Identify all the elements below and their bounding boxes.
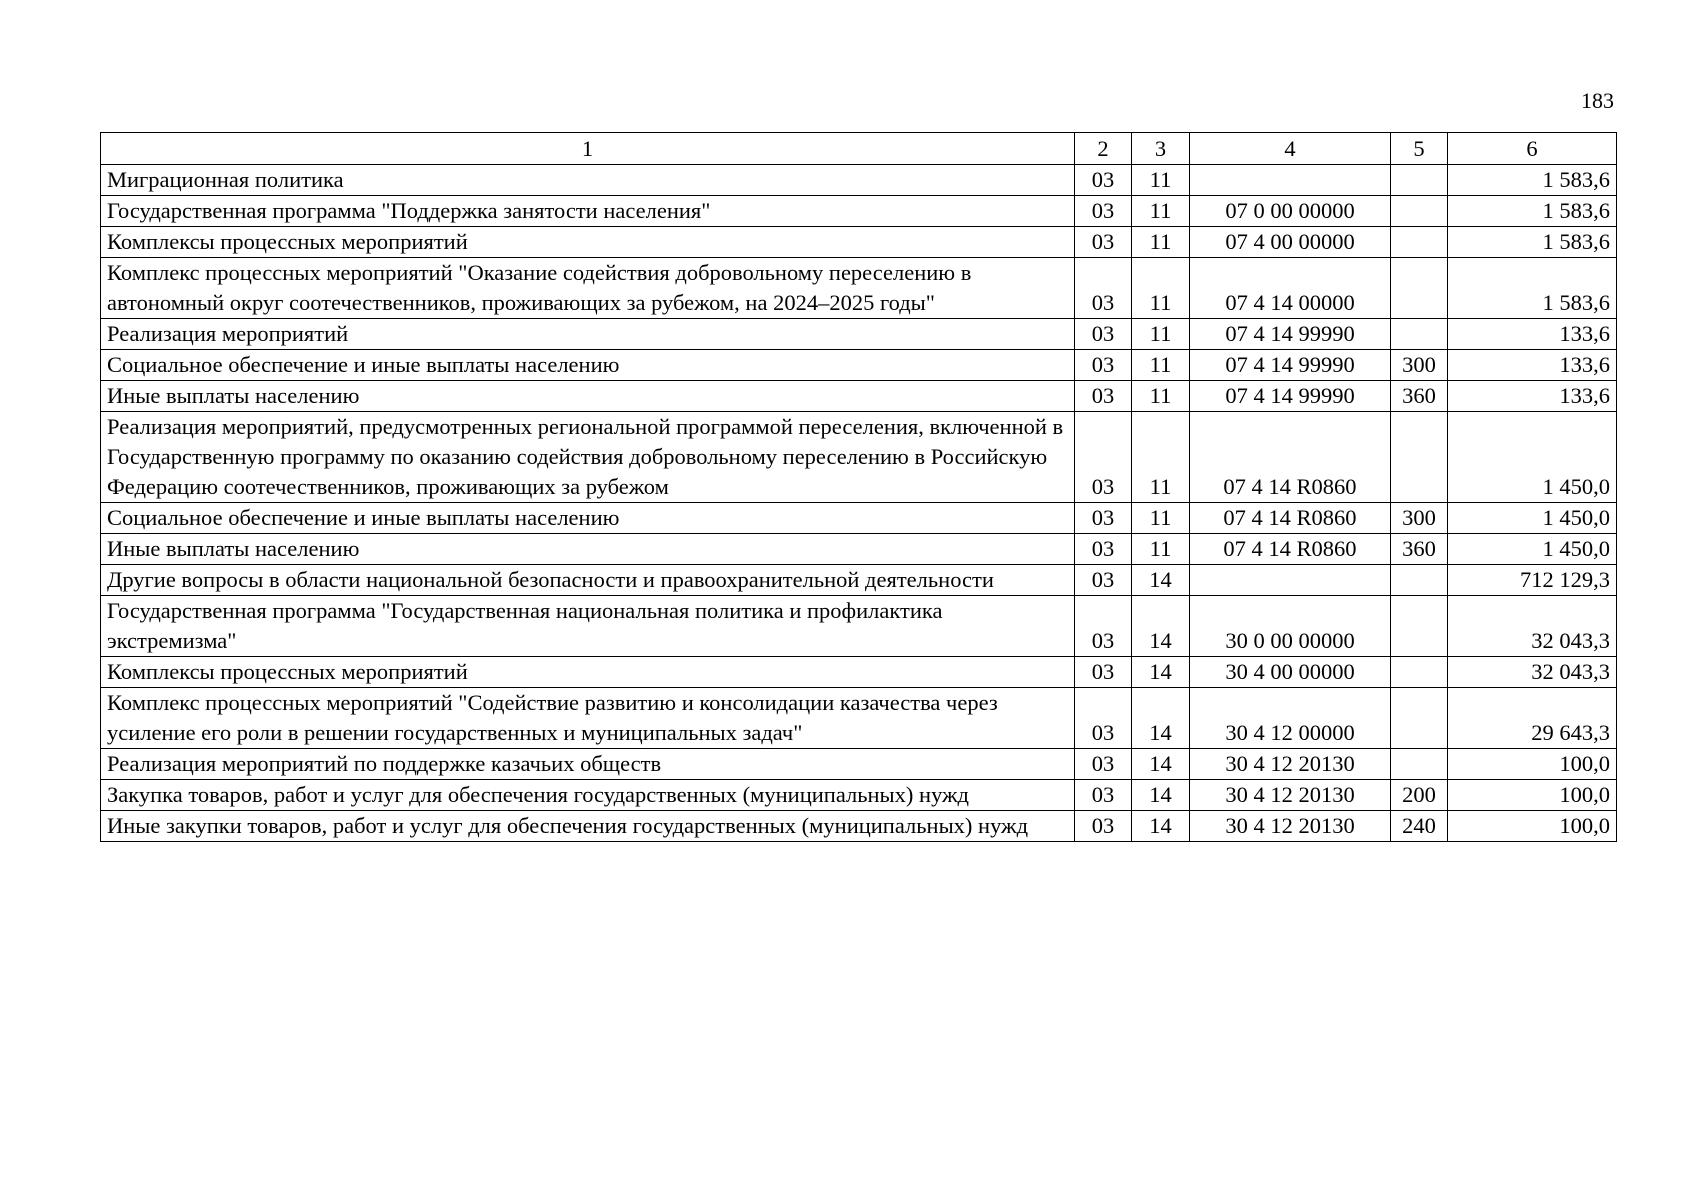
cell-target-article: 07 4 14 R0860 <box>1190 503 1391 534</box>
header-cell-expense-type: 5 <box>1391 133 1448 165</box>
table-row <box>101 780 1617 811</box>
cell-amount: 133,6 <box>1448 350 1617 381</box>
cell-target-article: 30 4 12 20130 <box>1190 749 1391 780</box>
table-row <box>101 258 1617 319</box>
cell-name: Реализация мероприятий по поддержке казачьих обществ <box>101 749 1075 780</box>
header-cell-name: 1 <box>101 133 1075 165</box>
cell-section: 03 <box>1075 165 1132 196</box>
cell-expense-type <box>1391 258 1448 319</box>
cell-amount: 100,0 <box>1448 780 1617 811</box>
cell-subsection: 11 <box>1132 196 1190 227</box>
cell-amount: 1 583,6 <box>1448 196 1617 227</box>
cell-expense-type <box>1391 565 1448 596</box>
cell-name: Иные выплаты населению <box>101 381 1075 412</box>
cell-amount: 100,0 <box>1448 811 1617 842</box>
cell-target-article: 07 4 14 R0860 <box>1190 534 1391 565</box>
cell-target-article: 30 0 00 00000 <box>1190 596 1391 657</box>
cell-name: Социальное обеспечение и иные выплаты населению <box>101 503 1075 534</box>
cell-amount: 32 043,3 <box>1448 596 1617 657</box>
cell-target-article: 07 4 14 99990 <box>1190 381 1391 412</box>
cell-name: Иные закупки товаров, работ и услуг для обеспечения государственных (муниципальных) нужд <box>101 811 1075 842</box>
table-row <box>101 319 1617 350</box>
cell-subsection: 11 <box>1132 503 1190 534</box>
cell-amount: 1 450,0 <box>1448 534 1617 565</box>
cell-expense-type: 300 <box>1391 503 1448 534</box>
cell-section: 03 <box>1075 196 1132 227</box>
table-row <box>101 534 1617 565</box>
cell-section: 03 <box>1075 503 1132 534</box>
cell-section: 03 <box>1075 749 1132 780</box>
cell-section: 03 <box>1075 534 1132 565</box>
cell-amount: 1 583,6 <box>1448 227 1617 258</box>
cell-target-article: 07 4 14 99990 <box>1190 319 1391 350</box>
cell-expense-type: 360 <box>1391 534 1448 565</box>
cell-expense-type <box>1391 319 1448 350</box>
cell-expense-type <box>1391 596 1448 657</box>
table-row <box>101 503 1617 534</box>
cell-name: Закупка товаров, работ и услуг для обеспечения государственных (муниципальных) нужд <box>101 780 1075 811</box>
cell-expense-type: 300 <box>1391 350 1448 381</box>
table-row <box>101 165 1617 196</box>
cell-expense-type <box>1391 227 1448 258</box>
cell-amount: 29 643,3 <box>1448 688 1617 749</box>
cell-name: Государственная программа "Государственная национальная политика и профилактика экстремизма" <box>101 596 1075 657</box>
cell-amount: 1 583,6 <box>1448 165 1617 196</box>
cell-name: Социальное обеспечение и иные выплаты населению <box>101 350 1075 381</box>
cell-target-article: 30 4 12 00000 <box>1190 688 1391 749</box>
table-row <box>101 811 1617 842</box>
cell-expense-type: 200 <box>1391 780 1448 811</box>
cell-section: 03 <box>1075 780 1132 811</box>
cell-name: Комплексы процессных мероприятий <box>101 227 1075 258</box>
cell-expense-type <box>1391 688 1448 749</box>
cell-section: 03 <box>1075 811 1132 842</box>
cell-amount: 1 450,0 <box>1448 412 1617 503</box>
cell-name: Государственная программа "Поддержка занятости населения" <box>101 196 1075 227</box>
cell-target-article: 07 4 14 R0860 <box>1190 412 1391 503</box>
page-number: 183 <box>1581 88 1614 113</box>
cell-subsection: 14 <box>1132 596 1190 657</box>
cell-amount: 133,6 <box>1448 381 1617 412</box>
table-header <box>101 133 1617 165</box>
cell-subsection: 14 <box>1132 565 1190 596</box>
cell-name: Комплекс процессных мероприятий "Содействие развитию и консолидации казачества через усиление его роли в решении государственных и муниципальных задач" <box>101 688 1075 749</box>
table-row <box>101 565 1617 596</box>
cell-amount: 100,0 <box>1448 749 1617 780</box>
cell-target-article: 07 4 14 99990 <box>1190 350 1391 381</box>
cell-target-article: 07 4 14 00000 <box>1190 258 1391 319</box>
cell-section: 03 <box>1075 258 1132 319</box>
cell-subsection: 14 <box>1132 811 1190 842</box>
cell-section: 03 <box>1075 565 1132 596</box>
cell-subsection: 14 <box>1132 780 1190 811</box>
cell-target-article: 07 0 00 00000 <box>1190 196 1391 227</box>
table-row <box>101 196 1617 227</box>
header-cell-target-article: 4 <box>1190 133 1391 165</box>
cell-name: Иные выплаты населению <box>101 534 1075 565</box>
cell-target-article: 07 4 00 00000 <box>1190 227 1391 258</box>
cell-subsection: 14 <box>1132 749 1190 780</box>
table-body <box>101 165 1617 842</box>
cell-subsection: 11 <box>1132 381 1190 412</box>
table-row <box>101 412 1617 503</box>
table-row <box>101 657 1617 688</box>
cell-expense-type <box>1391 749 1448 780</box>
cell-name: Комплекс процессных мероприятий "Оказание содействия добровольному переселению в автономный округ соотечественников, проживающих за рубежом, на 2024–2025 годы" <box>101 258 1075 319</box>
cell-amount: 1 583,6 <box>1448 258 1617 319</box>
cell-target-article <box>1190 165 1391 196</box>
cell-amount: 712 129,3 <box>1448 565 1617 596</box>
cell-name: Реализация мероприятий <box>101 319 1075 350</box>
table-row <box>101 688 1617 749</box>
cell-subsection: 11 <box>1132 534 1190 565</box>
cell-section: 03 <box>1075 596 1132 657</box>
cell-subsection: 11 <box>1132 412 1190 503</box>
cell-expense-type: 240 <box>1391 811 1448 842</box>
cell-subsection: 11 <box>1132 350 1190 381</box>
cell-section: 03 <box>1075 412 1132 503</box>
table-row <box>101 596 1617 657</box>
cell-name: Миграционная политика <box>101 165 1075 196</box>
cell-subsection: 11 <box>1132 319 1190 350</box>
cell-section: 03 <box>1075 319 1132 350</box>
cell-subsection: 11 <box>1132 165 1190 196</box>
cell-expense-type <box>1391 412 1448 503</box>
cell-subsection: 14 <box>1132 688 1190 749</box>
cell-subsection: 11 <box>1132 227 1190 258</box>
table-row <box>101 227 1617 258</box>
cell-amount: 1 450,0 <box>1448 503 1617 534</box>
cell-expense-type <box>1391 165 1448 196</box>
cell-name: Реализация мероприятий, предусмотренных региональной программой переселения, включенной в Государственную программу по оказанию содействия добровольному переселению в Российскую Федерацию соотечественников, проживающих за рубежом <box>101 412 1075 503</box>
cell-section: 03 <box>1075 688 1132 749</box>
cell-expense-type <box>1391 196 1448 227</box>
header-row <box>101 133 1617 165</box>
cell-name: Другие вопросы в области национальной безопасности и правоохранительной деятельности <box>101 565 1075 596</box>
cell-amount: 133,6 <box>1448 319 1617 350</box>
cell-section: 03 <box>1075 381 1132 412</box>
header-cell-section: 2 <box>1075 133 1132 165</box>
cell-target-article <box>1190 565 1391 596</box>
table-row <box>101 350 1617 381</box>
budget-table-container <box>100 132 1616 842</box>
cell-subsection: 11 <box>1132 258 1190 319</box>
budget-table <box>100 132 1617 842</box>
table-row <box>101 749 1617 780</box>
cell-name: Комплексы процессных мероприятий <box>101 657 1075 688</box>
cell-subsection: 14 <box>1132 657 1190 688</box>
cell-target-article: 30 4 12 20130 <box>1190 780 1391 811</box>
cell-expense-type: 360 <box>1391 381 1448 412</box>
header-cell-amount: 6 <box>1448 133 1617 165</box>
cell-amount: 32 043,3 <box>1448 657 1617 688</box>
cell-section: 03 <box>1075 657 1132 688</box>
cell-target-article: 30 4 12 20130 <box>1190 811 1391 842</box>
cell-expense-type <box>1391 657 1448 688</box>
header-cell-subsection: 3 <box>1132 133 1190 165</box>
table-row <box>101 381 1617 412</box>
cell-target-article: 30 4 00 00000 <box>1190 657 1391 688</box>
cell-section: 03 <box>1075 350 1132 381</box>
cell-section: 03 <box>1075 227 1132 258</box>
